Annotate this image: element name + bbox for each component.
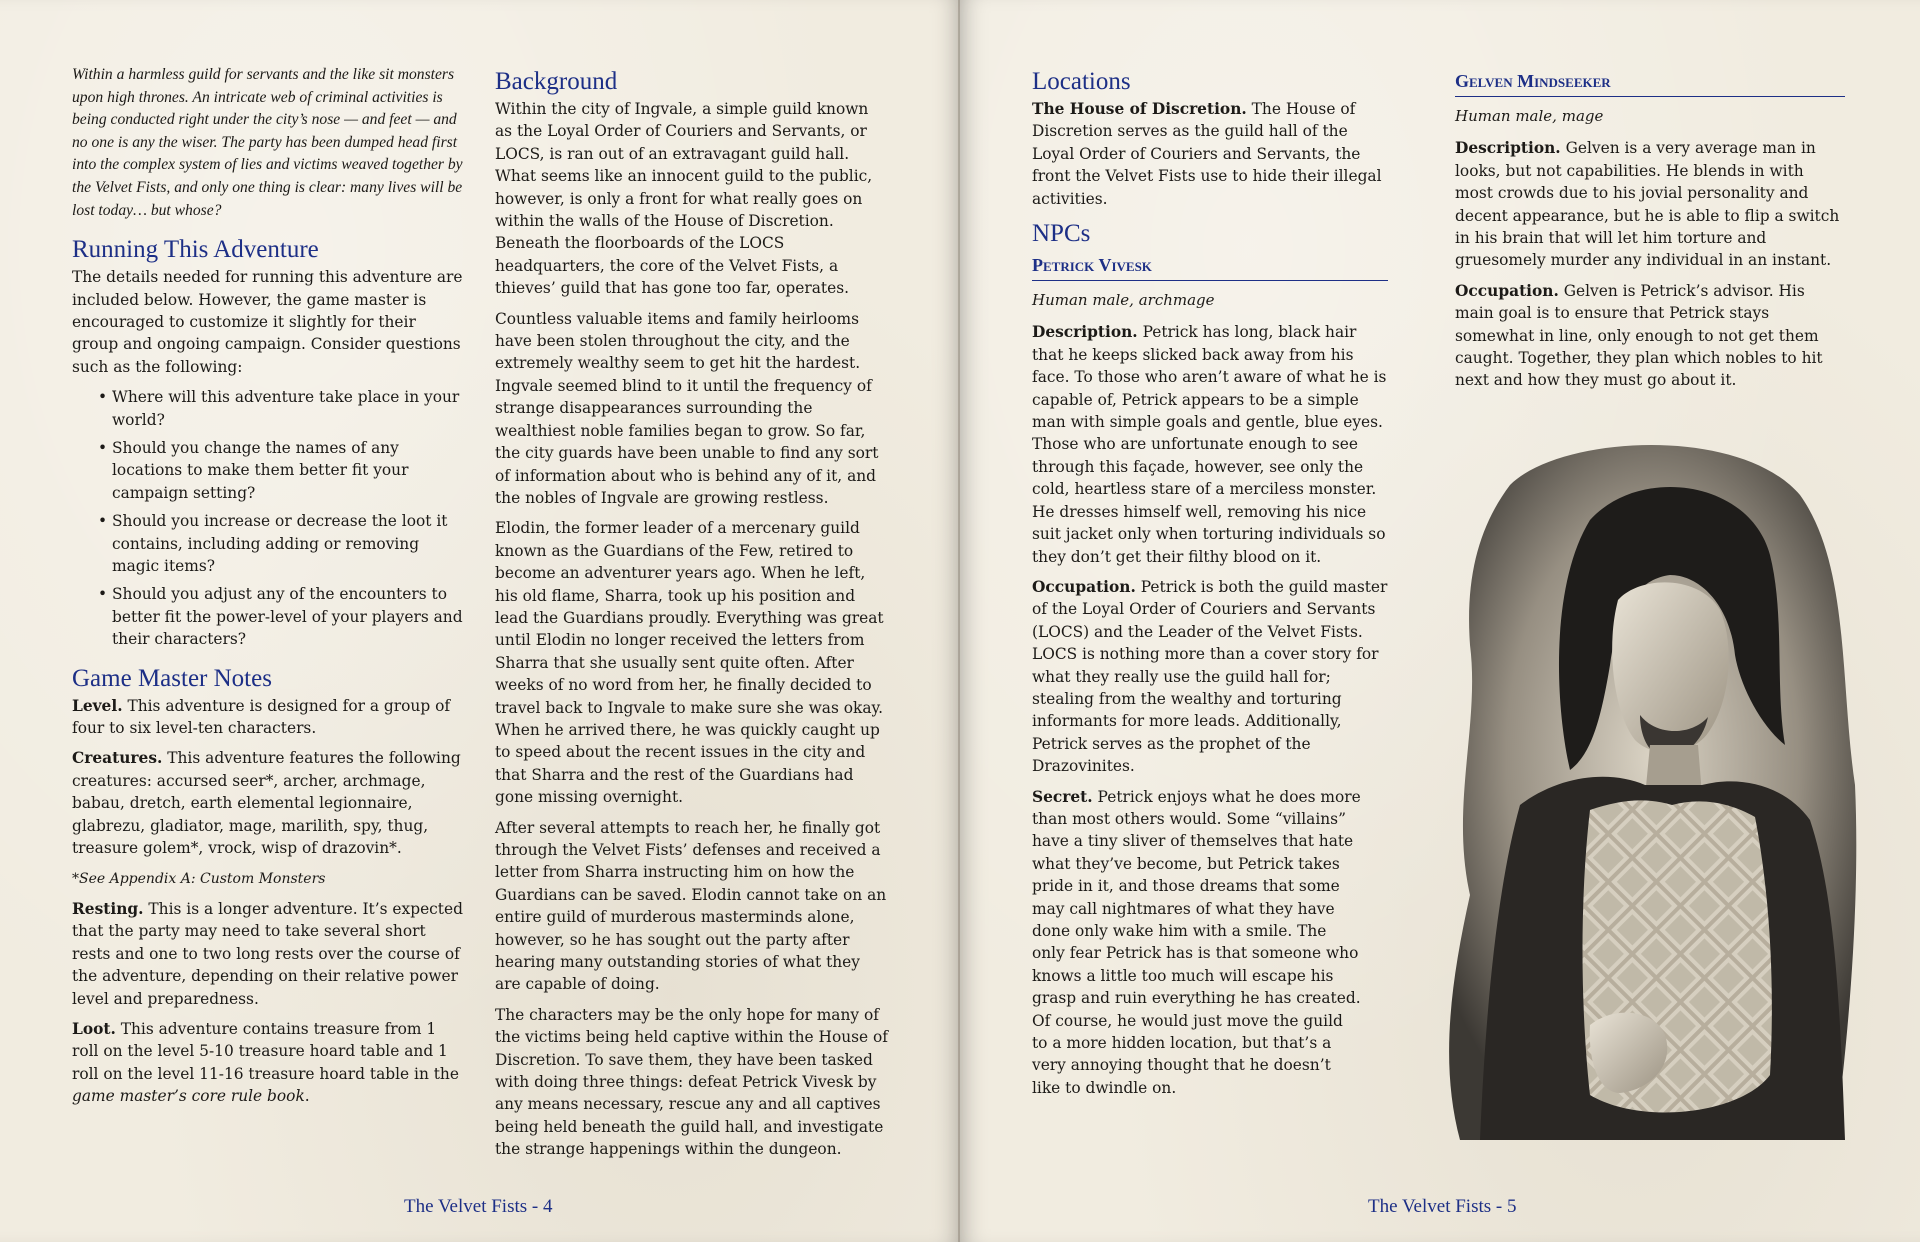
level-paragraph bbox=[72, 695, 464, 740]
left-column-2 bbox=[495, 64, 890, 1169]
house-label: The House of Discretion. bbox=[1032, 100, 1247, 118]
petrick-description-text: Petrick has long, black hair that he keeps slicked back away from his face. To those who aren’t aware of what he is capable of, Petrick appears to be a simple man with simple goals and gentle, blue eyes. Those who are unfortunate enough to see through this façade, however, see only the cold, heartless stare of a merciless monster. He dresses himself well, removing his nice suit jacket only when torturing individuals so they don’t get their filthy blood on it. bbox=[1032, 323, 1387, 566]
right-column-1 bbox=[1032, 64, 1388, 1107]
background-paragraph: The characters may be the only hope for many of the victims being held captive within the House of Discretion. To save them, they have been tasked with doing three things: defeat Petrick Vivesk by any means necessary, rescue any and all captives being held beneath the guild hall, and investigate the strange happenings within the dungeon. bbox=[495, 1005, 888, 1159]
question-item: • Should you adjust any of the encounters to better fit the power-level of your players and their characters? bbox=[98, 583, 464, 650]
left-column-1 bbox=[72, 64, 464, 1116]
intro-text: Within a harmless guild for servants and the like sit monsters upon high thrones. An intricate web of criminal activities is being conducted right under the city’s nose — and feet — and no one is any the wiser. The party has been dumped head first into the complex system of lies and victims weaved together by the Velvet Fists, and only one thing is clear: many lives will be lost today… but whose? bbox=[72, 66, 463, 219]
portrait-face bbox=[1612, 582, 1729, 752]
resting-text: This is a longer adventure. It’s expected that the party may need to take several short rests and one to two long rests over the course of the adventure, depending on their relative power level and preparedness. bbox=[72, 899, 463, 1008]
gelven-occupation-label: Occupation. bbox=[1455, 281, 1559, 300]
question-list bbox=[72, 386, 464, 650]
custom-monsters-footnote: *See Appendix A: Custom Monsters bbox=[72, 870, 326, 887]
petrick-occupation-text: Petrick is both the guild master of the Loyal Order of Couriers and Servants (LOCS) and the Leader of the Velvet Fists. LOCS is nothing more than a cover story for what they really use the guild hall for; stealing from the wealthy and torturing informants for more leads. Additionally, Petrick serves as the prophet of the Drazovinites. bbox=[1032, 577, 1388, 776]
gm-notes-heading: Game Master Notes bbox=[72, 664, 272, 692]
question-item: • Should you change the names of any locations to make them better fit your campaign setting? bbox=[98, 437, 464, 504]
running-heading: Running This Adventure bbox=[72, 236, 319, 264]
background-paragraph: Within the city of Ingvale, a simple guild known as the Loyal Order of Couriers and Servants, or LOCS, is ran out of an extravagant guild hall. What seems like an innocent guild to the public, however, is only a front for what really goes on within the walls of the House of Discretion. Beneath the floorboards of the LOCS headquarters, the core of the Velvet Fists, a thieves’ guild that has gone too far, operates. bbox=[495, 100, 873, 298]
locations-heading: Locations bbox=[1032, 68, 1131, 95]
petrick-subtitle: Human male, archmage bbox=[1032, 291, 1215, 310]
loot-end: . bbox=[304, 1087, 310, 1106]
petrick-occupation-label: Occupation. bbox=[1032, 577, 1136, 596]
level-text: This adventure is designed for a group of four to six level-ten characters. bbox=[72, 696, 451, 738]
petrick-occupation bbox=[1032, 576, 1388, 778]
petrick-name: Petrick Vivesk bbox=[1032, 254, 1388, 281]
loot-paragraph bbox=[72, 1018, 464, 1108]
petrick-secret-text: Petrick enjoys what he does more than most others would. Some “villains” have a tiny sliver of themselves that hate what they’ve become, but Petrick takes pride in it, and those dreams that some may call nightmares of what they have done only wake him with a smile. The only fear Petrick has is that someone who knows a little too much will escape his grasp and ruin everything he has created. Of course, he would just move the guild to a more hidden location, but that’s a very annoying thought that he doesn’t like to dwindle on. bbox=[1032, 787, 1361, 1097]
right-column-2 bbox=[1455, 64, 1845, 400]
background-paragraph: After several attempts to reach her, he finally got through the Velvet Fists’ defenses and received a letter from Sharra instructing him on how the Guardians can be saved. Elodin cannot take on an entire guild of murderous masterminds alone, however, so he has sought out the party after hearing many outstanding stories of what they are capable of doing. bbox=[495, 818, 887, 994]
creatures-label: Creatures. bbox=[72, 749, 163, 768]
gelven-description-label: Description. bbox=[1455, 139, 1561, 158]
level-label: Level. bbox=[72, 696, 123, 715]
page-footer-left: The Velvet Fists - 4 bbox=[404, 1196, 553, 1217]
npcs-heading: NPCs bbox=[1032, 220, 1091, 248]
loot-label: Loot. bbox=[72, 1019, 116, 1038]
creatures-paragraph bbox=[72, 747, 464, 859]
background-paragraph: Elodin, the former leader of a mercenary guild known as the Guardians of the Few, retired to become an adventurer years ago. When he left, his old flame, Sharra, took up his position and lead the Guardians proudly. Everything was great until Elodin no longer received the letters from Sharra that she usually sent quite often. After weeks of no word from her, he finally decided to travel back to Ingvale to make sure she was okay. When he arrived there, he was quickly caught up to speed about the recent issues in the city and that Sharra and the rest of the Guardians had gone missing overnight. bbox=[495, 519, 884, 807]
running-text: The details needed for running this adventure are included below. However, the game master is encouraged to customize it slightly for their group and ongoing campaign. Consider questions such as the following: bbox=[72, 268, 463, 376]
petrick-portrait-illustration bbox=[1440, 425, 1860, 1145]
resting-paragraph bbox=[72, 898, 464, 1010]
loot-book-title: game master’s core rule book bbox=[72, 1087, 305, 1106]
petrick-secret bbox=[1032, 786, 1362, 1100]
background-paragraph: Countless valuable items and family heirlooms have been stolen throughout the city, and the extremely wealthy seem to get hit the hardest. Ingvale seemed blind to it until the frequency of strange disappearances surrounding the wealthiest noble families began to grow. So far, the city guards have been unable to find any sort of information about who is behind any of it, and the nobles of Ingvale are growing restless. bbox=[495, 309, 879, 507]
resting-label: Resting. bbox=[72, 899, 144, 918]
house-paragraph bbox=[1032, 98, 1388, 210]
house-text: The House of Discretion serves as the guild hall of the Loyal Order of Couriers and Servants, the front the Velvet Fists use to hide their illegal activities. bbox=[1032, 100, 1382, 208]
petrick-secret-label: Secret. bbox=[1032, 787, 1093, 806]
gelven-name: Gelven Mindseeker bbox=[1455, 70, 1845, 97]
gelven-occupation-text: Gelven is Petrick’s advisor. His main goal is to ensure that Petrick stays somewhat in line, only enough to not get them caught. Together, they plan which nobles to hit next and how they must go about it. bbox=[1455, 281, 1823, 390]
background-heading: Background bbox=[495, 68, 618, 95]
gelven-description-text: Gelven is a very average man in looks, but not capabilities. He blends in with most crowds due to his jovial personality and decent appearance, but he is able to flip a switch in his brain that will let him torture and gruesomely murder any individual in an instant. bbox=[1455, 139, 1840, 270]
petrick-description bbox=[1032, 321, 1388, 567]
page-footer-right: The Velvet Fists - 5 bbox=[1368, 1196, 1517, 1217]
petrick-description-label: Description. bbox=[1032, 323, 1138, 342]
loot-text: This adventure contains treasure from 1 roll on the level 5-10 treasure hoard table and 1 roll on the level 11-16 treasure hoard table in the bbox=[72, 1019, 459, 1083]
gelven-occupation bbox=[1455, 280, 1845, 392]
question-item: • Should you increase or decrease the loot it contains, including adding or removing magic items? bbox=[98, 510, 464, 577]
gelven-subtitle: Human male, mage bbox=[1455, 107, 1604, 125]
gelven-description bbox=[1455, 137, 1845, 271]
question-item: • Where will this adventure take place in your world? bbox=[98, 386, 464, 431]
right-page bbox=[960, 0, 1920, 1242]
creatures-text: This adventure features the following creatures: accursed seer*, archer, archmage, babau, dretch, earth elemental legionnaire, glabrezu, gladiator, mage, marilith, spy, thug, treasure golem*, vrock, wisp of drazovin*. bbox=[72, 749, 461, 858]
